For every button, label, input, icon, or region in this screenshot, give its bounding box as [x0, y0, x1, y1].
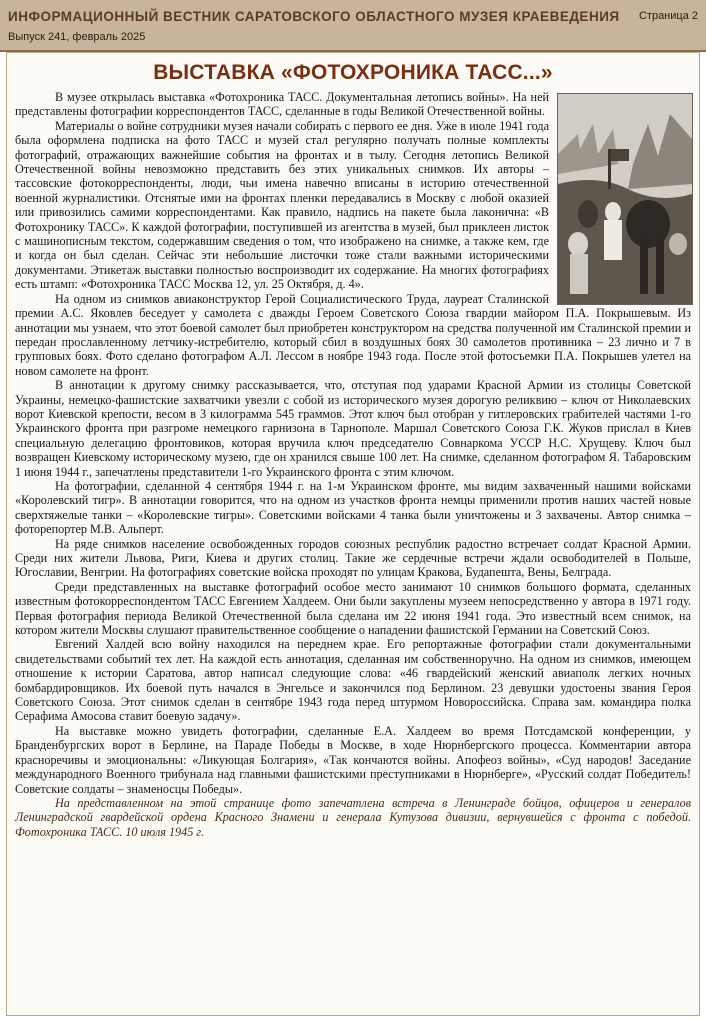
article-title: ВЫСТАВКА «ФОТОХРОНИКА ТАСС...» [153, 61, 553, 84]
header-bar [0, 0, 706, 52]
issue-label: Выпуск 241, февраль 2025 [8, 31, 146, 43]
page-number: Страница 2 [638, 10, 698, 22]
paragraph: Среди представленных на выставке фотографий особое место занимают 10 снимков большого формата, сделанных известным фотокорреспондентом ТАСС Евгением Халдеем. Они были закуплены музеем непосредственно у автора в 1971 году. Первая фотография периода Великой Отечественной была сделана им 22 июня 1941 года. Это известный всем снимок, на котором жители Москвы слушают правительственное сообщение о нападении фашистской Германии на Советский Союз. [15, 579, 691, 638]
paragraph: Материалы о войне сотрудники музея начали собирать с первого ее дня. Уже в июле 1941 года была оформлена подписка на фото ТАСС и музей стал регулярно получать полные комплекты фотографий, отражающих важнейшие события на фронтах и в тылу. Сегодня летопись Великой Отечественной войны невозможно представить без этих уникальных снимков. Их авторы – тассовские фотокорреспонденты, люди, чьи имена навечно вписаны в историю отечественной военной журналистики. Отснятые ими на фронтах пленки передавались в Москву с любой оказией или привозились самими корреспондентами. Как правило, надпись на пакете была лаконична: «В Фотохронику ТАСС». К каждой фотографии, поступившей из агентства в музей, был приклеен листок с машинописным текстом, содержавшим сведения о том, что изображено на снимке, а также кем, где и когда он был сделан. Сейчас эти небольшие листочки тоже стали важными историческими документами. Этикетаж выставки полностью воспроизводит их содержание. На многих фотографиях есть штамп: «Фотохроника ТАСС Москва 12, ул. 25 Октября, д. 4». [15, 118, 549, 292]
paragraph: Евгений Халдей всю войну находился на переднем крае. Его репортажные фотографии стали документальными свидетельствами событий тех лет. На каждой есть аннотация, сделанная им собственноручно. На одном из снимков, имеющем отношение к истории Саратова, автор написал следующие слова: «46 гвардейский женский авиаполк легких ночных бомбардировщиков. Их боевой путь начался в Энгельсе и закончился под Берлином. 23 девушки удостоены звания Героя Советского Союза. Этот снимок сделан в сентябре 1943 года перед штурмом Новороссийска. Справа зам. командира полка Серафима Амосова ставит боевую задачу». [15, 637, 691, 724]
paragraph: На ряде снимков население освобожденных городов союзных республик радостно встречает солдат Красной Армии. Среди них жители Львова, Риги, Киева и других столиц. Такие же сердечные встречи ждали освободителей в Польше, Югославии, Венгрии. На фотографиях советские войска проходят по улицам Кракова, Будапешта, Вены, Белграда. [15, 536, 691, 580]
paragraph: На фотографии, сделанной 4 сентября 1944 г. на 1-м Украинском фронте, мы видим захваченный нашими войсками «Королевский тигр». В аннотации говорится, что на одном из участков фронта немцы применили против наших частей новые сверхтяжелые танки – «Королевские тигры». Советскими войсками 4 танка были уничтожены и 3 захвачены. Автор снимка – фоторепортер М.В. Альперт. [15, 478, 691, 537]
photo-caption: На представленном на этой странице фото запечатлена встреча в Ленинграде бойцов, офицеров и генералов Ленинградской гвардейской ордена Красного Знамени и генерала Кутузова дивизии, вернувшейся с фронта с победой. Фотохроника ТАСС. 10 июля 1945 г. [15, 795, 691, 839]
article-area [6, 52, 700, 1016]
paragraph: На выставке можно увидеть фотографии, сделанные Е.А. Халдеем во время Потсдамской конференции, у Бранденбургских ворот в Берлине, на Параде Победы в Москве, в ходе Нюрнбергского процесса. Комментарии автора красноречивы и эмоциональны: «Ликующая Болгария», «Так кончаются войны. Апофеоз войны», «Суд народов! Заседание международного Военного трибунала над главными фашистскими преступниками в Нюрнберге», «Русский солдат Победитель! Советские солдаты – знаменосцы Победы». [15, 723, 691, 796]
paragraph: В аннотации к другому снимку рассказывается, что, отступая под ударами Красной Армии из столицы Советской Украины, немецко-фашистские захватчики увезли с собой из исторического музея дорогую реликвию – ключ от Николаевских ворот Киевской крепости, весом в 3 килограмма 545 граммов. Этот ключ был отобран у гитлеровских грабителей частями 1-го Украинского фронта при разгроме немецкого гарнизона в Тарнополе. Маршал Советского Союза Г.К. Жуков прислал в Киев специальную делегацию фронтовиков, которая вручила ключ председателю Совнаркома УССР Н.С. Хрущеву. Ключ был возвращен Киевскому историческому музею, где он хранился свыше 100 лет. На снимке, сделанном фотографом Я. Табаровским 1 июня 1944 г., запечатлены представители 1-го Украинского фронта с этим ключом. [15, 378, 691, 479]
article-body [15, 90, 691, 839]
newsletter-title: ИНФОРМАЦИОННЫЙ ВЕСТНИК САРАТОВСКОГО ОБЛАСТНОГО МУЗЕЯ КРАЕВЕДЕНИЯ [8, 9, 620, 24]
photo-wrap-space [549, 90, 691, 304]
paragraph: В музее открылась выставка «Фотохроника ТАСС. Документальная летопись войны». На ней представлены фотографии корреспондентов ТАСС, сделанные в годы Великой Отечественной войны. [15, 90, 549, 119]
paragraph: На одном из снимков авиаконструктор Герой Социалистического Труда, лауреат Сталинской премии А.С. Яковлев беседует у самолета с дважды Героем Советского Союза гвардии майором П.А. Покрышевым. Из аннотации мы узнаем, что этот боевой самолет был приобретен конструктором на средства полученной им Сталинской премии и передан прославленному летчику-истребителю, который сбил в воздушных боях 30 самолетов противника – 23 лично и 7 в групповых боях. Фото сделано фотографом А.Л. Лессом в ноябре 1943 года. После этой фотосъемки П.А. Покрышев улетел на новом самолете на фронт. [15, 291, 691, 378]
